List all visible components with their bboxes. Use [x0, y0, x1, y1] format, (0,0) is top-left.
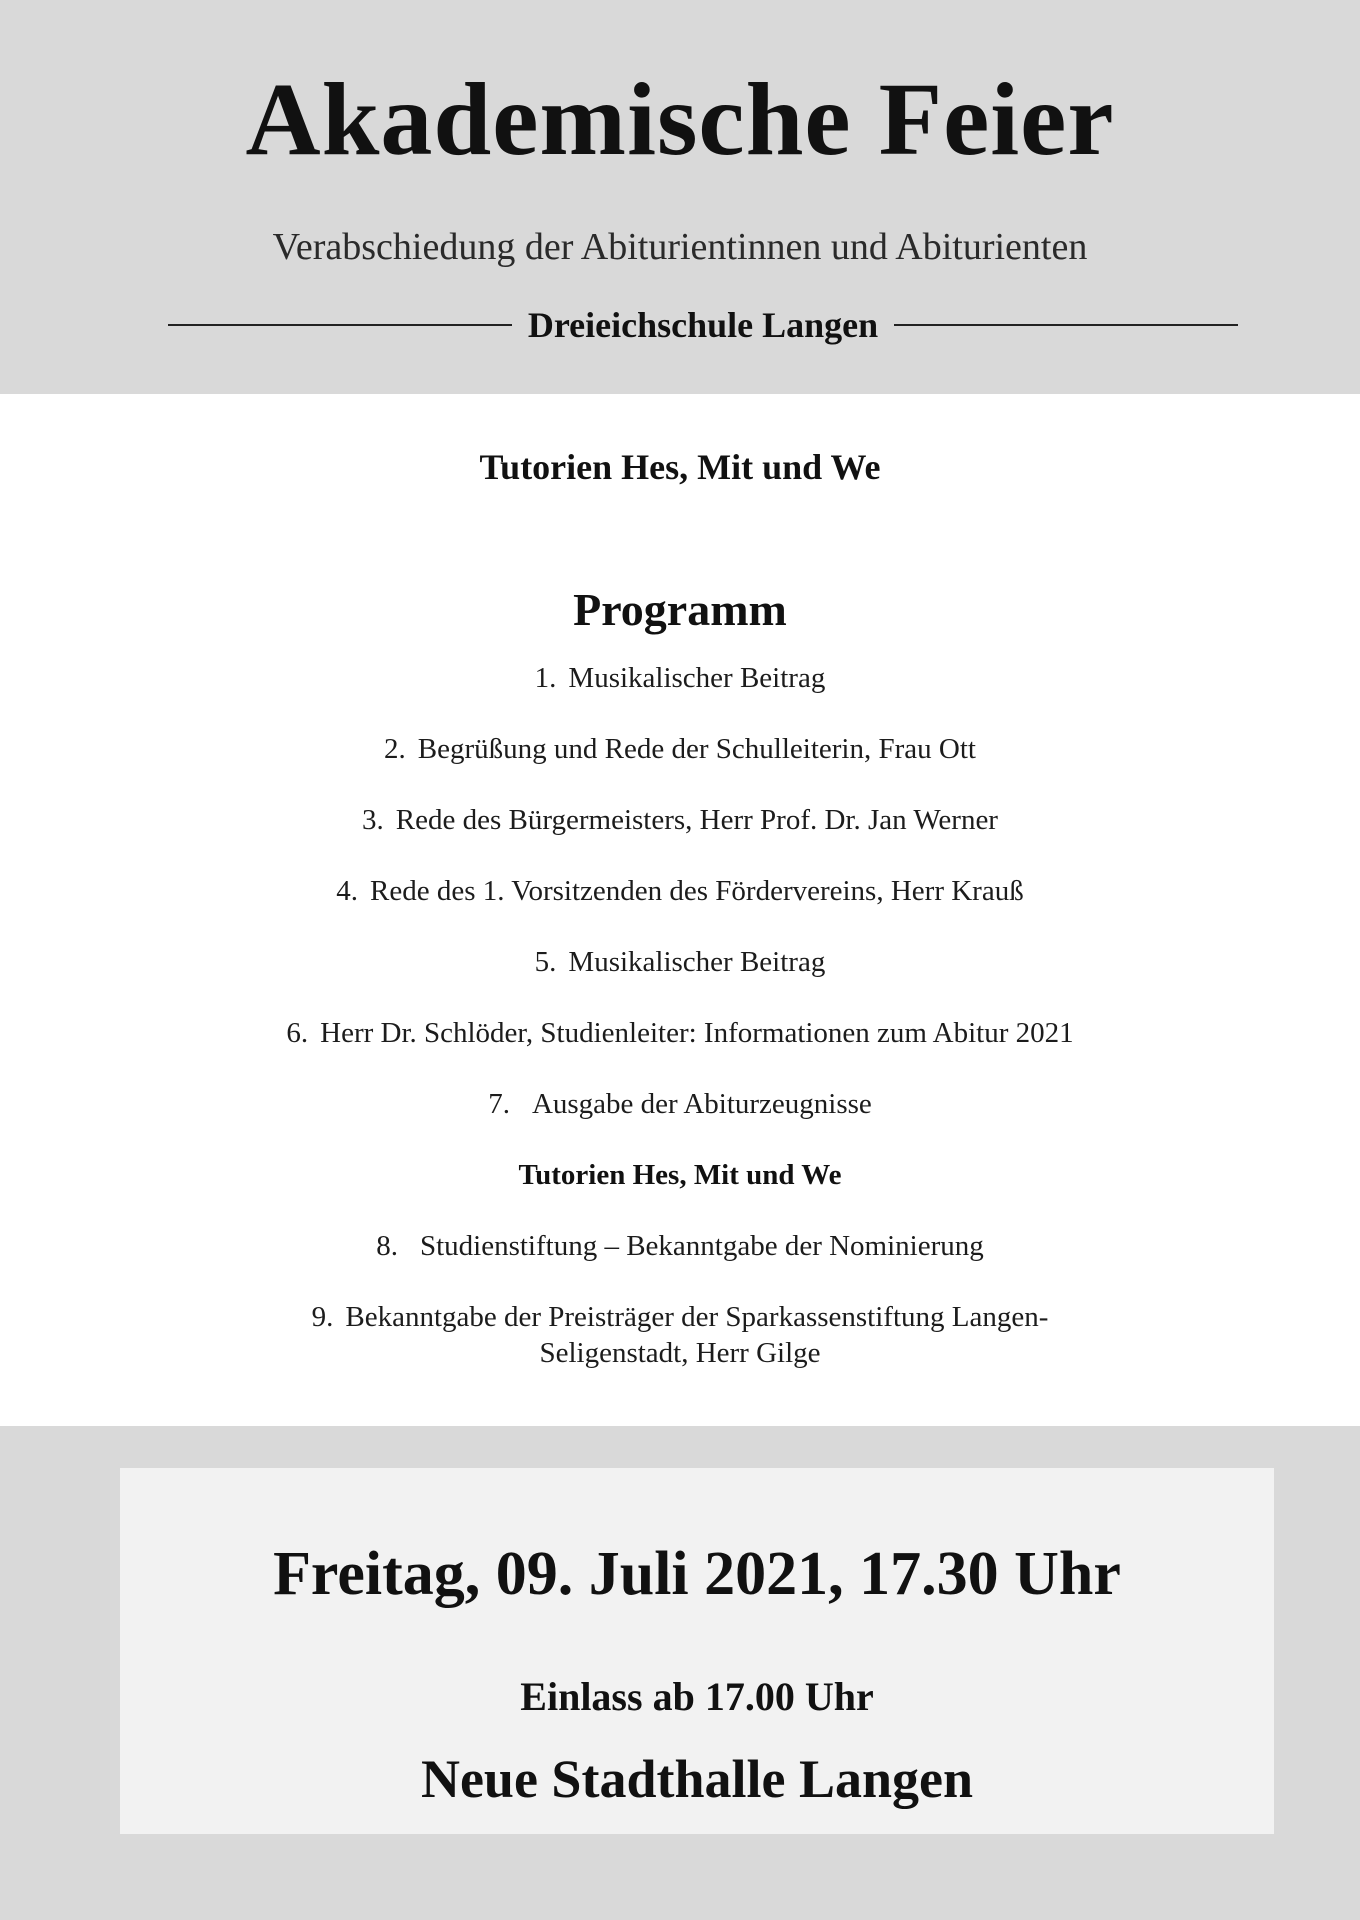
- program-item-text: Musikalischer Beitrag: [568, 662, 826, 694]
- event-venue: Neue Stadthalle Langen: [420, 1749, 974, 1809]
- program-item-number: 7.: [488, 1088, 510, 1120]
- right-rule: [894, 324, 1238, 326]
- program-item-continuation: Seligenstadt, Herr Gilge: [539, 1337, 821, 1369]
- program-item-7: [0, 1086, 1360, 1122]
- program-item-text: Herr Dr. Schlöder, Studienleiter: Informationen zum Abitur 2021: [320, 1017, 1074, 1049]
- program-item-text: Musikalischer Beitrag: [568, 946, 826, 978]
- program-subheading: Tutorien Hes, Mit und We: [518, 1159, 842, 1191]
- school-row: [168, 300, 1238, 350]
- program-item-number: 5.: [534, 946, 557, 978]
- footer-banner: [0, 1426, 1360, 1920]
- program-item-3: [0, 802, 1360, 838]
- event-entry-time: Einlass ab 17.00 Uhr: [520, 1674, 874, 1719]
- program-item-number: 2.: [384, 733, 406, 765]
- school-name: Dreieichschule Langen: [527, 305, 879, 345]
- program-item-text: Rede des Bürgermeisters, Herr Prof. Dr. Jan Werner: [395, 804, 998, 836]
- program-item-number: 9.: [311, 1301, 334, 1333]
- program-item-number: 3.: [362, 804, 384, 836]
- header-banner: [0, 0, 1360, 394]
- event-info-box: [120, 1468, 1274, 1834]
- program-item-text: Studienstiftung – Bekanntgabe der Nominierung: [419, 1230, 984, 1262]
- program-item-text: Ausgabe der Abiturzeugnisse: [531, 1088, 872, 1120]
- program-item-1: [0, 660, 1360, 696]
- program-item-line: [0, 1299, 1360, 1335]
- program-heading: Programm: [573, 584, 787, 635]
- program-item-5: [0, 944, 1360, 980]
- program-item-number: 4.: [336, 875, 359, 907]
- program-item-number: 6.: [286, 1017, 309, 1049]
- program-item-2: [0, 731, 1360, 767]
- header-divider: [405, 394, 1010, 396]
- program-item-text: Bekanntgabe der Preisträger der Sparkassenstiftung Langen-: [345, 1301, 1049, 1333]
- left-rule: [168, 324, 512, 326]
- program-item-text: Rede des 1. Vorsitzenden des Fördervereins, Herr Krauß: [370, 875, 1024, 907]
- tutorien-heading: Tutorien Hes, Mit und We: [479, 447, 881, 487]
- program-item-4: [0, 873, 1360, 909]
- program-item-number: 8.: [376, 1230, 398, 1262]
- page-title: Akademische Feier: [245, 62, 1115, 177]
- program-item-6: [0, 1015, 1360, 1051]
- page-subtitle: Verabschiedung der Abiturientinnen und Abiturienten: [272, 226, 1088, 268]
- event-date: Freitag, 09. Juli 2021, 17.30 Uhr: [273, 1540, 1121, 1608]
- program-item-number: 1.: [534, 662, 557, 694]
- program-item-text: Begrüßung und Rede der Schulleiterin, Frau Ott: [417, 733, 976, 765]
- program-item-9: [0, 1299, 1360, 1371]
- program-item-8: [0, 1228, 1360, 1264]
